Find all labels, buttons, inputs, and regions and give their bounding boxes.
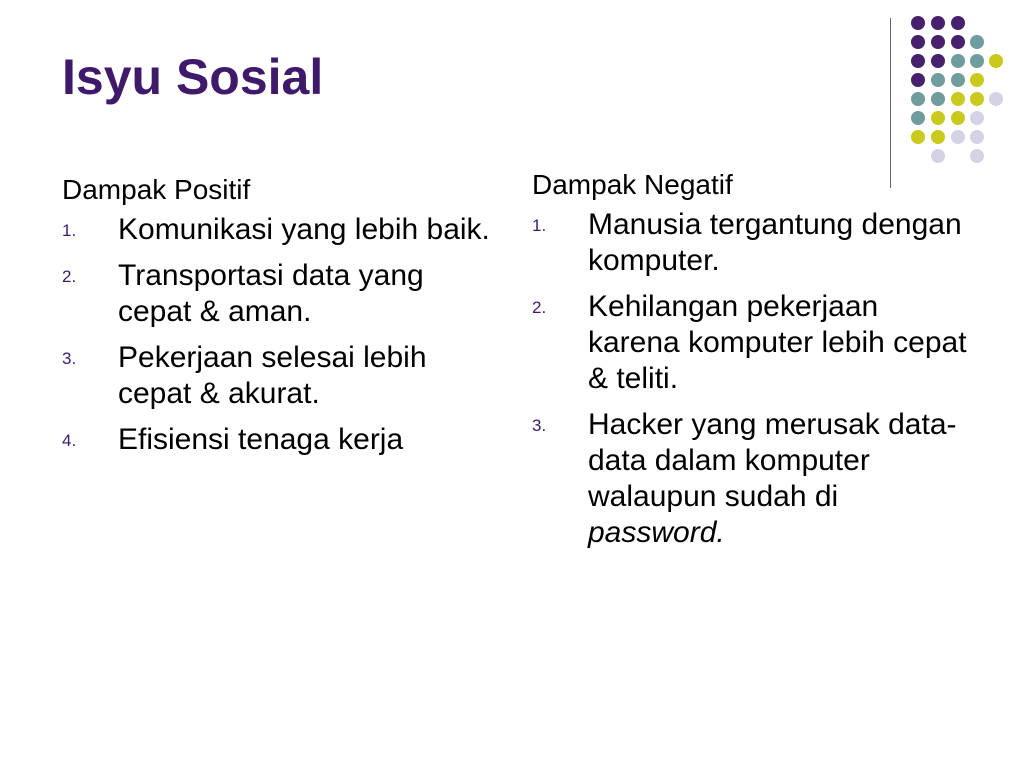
positive-impact-column: [62, 172, 492, 468]
list-item-text: Transportasi data yang cepat & aman.: [118, 259, 424, 328]
list-item: [62, 340, 492, 412]
decorative-dot: [970, 54, 984, 68]
decorative-dot: [931, 54, 945, 68]
decorative-dot: [970, 130, 984, 144]
decorative-dot: [911, 16, 925, 30]
positive-impact-heading: Dampak Positif: [62, 174, 251, 205]
list-item: [62, 422, 492, 458]
list-item: [62, 212, 492, 248]
list-item-text: Pekerjaan selesai lebih cepat & akurat.: [118, 341, 427, 410]
decorative-dot: [989, 54, 1003, 68]
decorative-dot: [970, 35, 984, 49]
list-number: 3.: [62, 349, 77, 368]
decorative-dot: [911, 35, 925, 49]
list-item: [532, 289, 972, 397]
decorative-dot: [970, 92, 984, 106]
decorative-dot: [951, 111, 965, 125]
list-number: 3.: [532, 416, 547, 435]
decorative-dot: [989, 92, 1003, 106]
decorative-dot: [931, 111, 945, 125]
list-item: [62, 258, 492, 330]
list-item-text: Kehilangan pekerjaan karena komputer lebih cepat & teliti.: [588, 290, 967, 395]
decorative-dot: [951, 16, 965, 30]
list-item-emphasis: password.: [588, 516, 725, 549]
decorative-dot: [931, 16, 945, 30]
decorative-dot: [931, 73, 945, 87]
list-number: 1.: [532, 216, 547, 235]
decorative-dot: [970, 111, 984, 125]
list-number: 2.: [62, 267, 77, 286]
list-number: 2.: [532, 298, 547, 317]
decorative-dot: [931, 149, 945, 163]
decorative-dot: [970, 149, 984, 163]
list-number: 4.: [62, 431, 77, 450]
list-item-text: Hacker yang merusak data-data dalam komputer walaupun sudah di: [588, 408, 957, 513]
list-item: [532, 407, 972, 551]
list-item: [532, 207, 972, 279]
decorative-dot: [951, 130, 965, 144]
decorative-dot: [911, 54, 925, 68]
negative-impact-heading: Dampak Negatif: [532, 169, 733, 200]
decorative-dot: [911, 73, 925, 87]
list-number: 1.: [62, 221, 77, 240]
decorative-dot: [951, 73, 965, 87]
decorative-dot: [931, 92, 945, 106]
negative-impact-column: [532, 167, 972, 561]
decorative-dot: [951, 54, 965, 68]
decorative-dot: [911, 111, 925, 125]
decorative-dot: [931, 35, 945, 49]
decorative-dot: [951, 92, 965, 106]
decorative-dot: [970, 73, 984, 87]
decorative-dot: [931, 130, 945, 144]
decorative-dot: [911, 92, 925, 106]
decorative-dot: [911, 130, 925, 144]
list-item-text: Komunikasi yang lebih baik.: [118, 213, 490, 246]
list-item-text: Efisiensi tenaga kerja: [118, 423, 404, 456]
divider-line: [890, 18, 891, 188]
slide-title: Isyu Sosial: [62, 49, 324, 105]
decorative-dot: [951, 35, 965, 49]
list-item-text: Manusia tergantung dengan komputer.: [588, 208, 962, 277]
